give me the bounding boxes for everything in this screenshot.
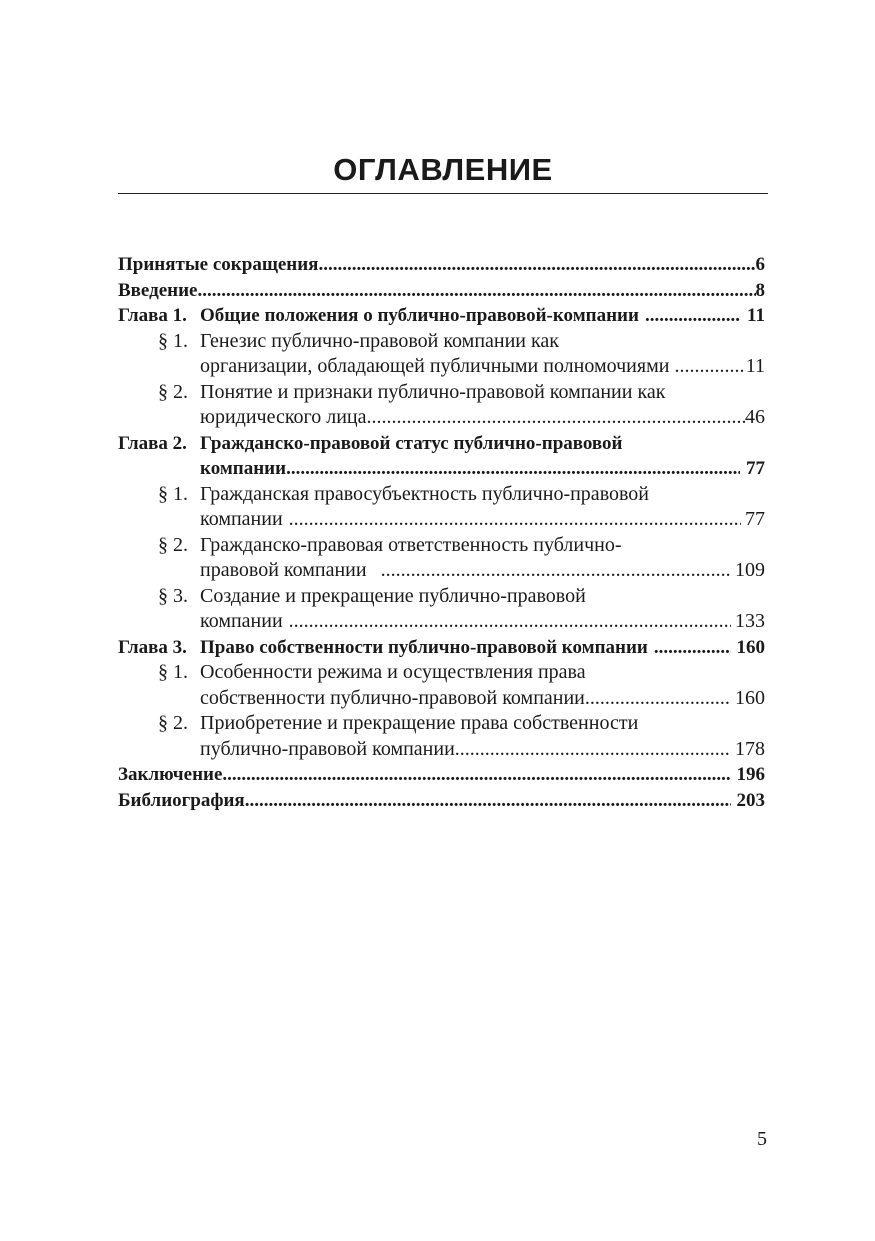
- toc-entry-ch2-section-3[interactable]: [118, 584, 765, 635]
- toc-entry-chapter-1[interactable]: [118, 303, 765, 329]
- toc-page: 160: [736, 636, 765, 658]
- section-number: § 1.: [158, 482, 188, 505]
- dot-leader: [367, 558, 731, 584]
- toc-label-line-2: организации, обладающей публичными полномочиями: [200, 355, 670, 377]
- toc-label-line-2: компании: [200, 610, 283, 632]
- toc-label: Библиография: [118, 789, 245, 811]
- toc-entry-introduction[interactable]: [118, 278, 765, 304]
- toc-page: 203: [736, 789, 765, 811]
- toc-label-line-1: Гражданско-правовой статус публично-правовой: [200, 432, 623, 454]
- toc-label-line-1: Создание и прекращение публично-правовой: [200, 584, 586, 607]
- toc-page: 109: [735, 559, 765, 581]
- toc-entry-ch2-section-2[interactable]: [118, 533, 765, 584]
- toc-entry-ch2-section-1[interactable]: [118, 482, 765, 533]
- toc-page: 160: [735, 686, 765, 709]
- dot-leader: [286, 456, 740, 482]
- toc-entry-ch3-section-2[interactable]: [118, 711, 765, 762]
- dot-leader: [222, 762, 730, 788]
- page-title: ОГЛАВЛЕНИЕ: [333, 152, 553, 187]
- toc-page: 11: [747, 305, 765, 326]
- toc-page: 133: [735, 610, 765, 632]
- toc-label-line-2: юридического лица: [200, 406, 367, 428]
- chapter-number: Глава 1.: [118, 305, 187, 326]
- section-number: § 2.: [158, 380, 188, 403]
- toc-entry-conclusion[interactable]: [118, 762, 765, 788]
- section-number: § 3.: [158, 584, 188, 607]
- toc-page: 196: [736, 764, 765, 785]
- toc-entry-abbreviations[interactable]: [118, 252, 765, 278]
- toc-page: 8: [755, 279, 765, 301]
- toc-label-line-2: правовой компании: [200, 559, 367, 581]
- toc-label-line-1: Генезис публично-правовой компании как: [200, 329, 560, 352]
- dot-leader: [283, 609, 731, 635]
- toc-label: Принятые сокращения: [118, 254, 319, 275]
- toc-label-line-1: Приобретение и прекращение права собственности: [200, 712, 639, 734]
- toc-page: 46: [745, 406, 765, 428]
- toc-entry-bibliography[interactable]: [118, 788, 765, 814]
- toc-label-line-1: Понятие и признаки публично-правовой компании как: [200, 380, 666, 403]
- dot-leader: [245, 788, 731, 814]
- section-number: § 2.: [158, 533, 188, 556]
- toc-label: Заключение: [118, 764, 223, 785]
- dot-leader: [318, 252, 755, 278]
- toc-entry-chapter-3[interactable]: [118, 635, 765, 661]
- toc-entry-ch3-section-1[interactable]: [118, 660, 765, 711]
- toc-page: 77: [746, 458, 765, 479]
- toc-entry-ch1-section-2[interactable]: [118, 380, 765, 431]
- dot-leader: [198, 278, 756, 304]
- dot-leader: [367, 405, 745, 431]
- toc-label-line-2: собственности публично-правовой компании: [200, 686, 585, 709]
- toc-label-line-1: Гражданско-правовая ответственность публично-: [200, 533, 622, 556]
- section-number: § 2.: [158, 712, 188, 734]
- dot-leader: [669, 354, 745, 380]
- toc-label-line-2: публично-правовой компании: [200, 737, 455, 760]
- toc-page: 11: [745, 355, 765, 377]
- toc-page: 77: [745, 508, 765, 530]
- dot-leader: [455, 737, 731, 763]
- title-divider: [118, 193, 768, 194]
- toc-label-line-2: компании: [200, 458, 287, 479]
- chapter-number: Глава 2.: [118, 432, 187, 454]
- toc-label-line-1: Особенности режима и осуществления права: [200, 661, 586, 683]
- toc-page: 6: [755, 254, 765, 275]
- toc-entry-chapter-2[interactable]: [118, 431, 765, 482]
- section-number: § 1.: [158, 329, 188, 352]
- dot-leader: [639, 303, 741, 329]
- toc-label: Общие положения о публично-правовой-компании: [200, 305, 639, 326]
- dot-leader: [283, 507, 741, 533]
- toc-label: Право собственности публично-правовой компании: [200, 636, 648, 658]
- toc-entry-ch1-section-1[interactable]: [118, 329, 765, 380]
- dot-leader: [585, 686, 731, 712]
- toc-page: 178: [735, 737, 765, 760]
- dot-leader: [648, 635, 731, 661]
- section-number: § 1.: [158, 661, 188, 683]
- chapter-number: Глава 3.: [118, 636, 187, 658]
- table-of-contents: [118, 252, 765, 813]
- toc-label-line-1: Гражданская правосубъектность публично-правовой: [200, 482, 650, 505]
- toc-label-line-2: компании: [200, 508, 283, 530]
- page-number: 5: [757, 1128, 767, 1150]
- toc-label: Введение: [118, 279, 198, 301]
